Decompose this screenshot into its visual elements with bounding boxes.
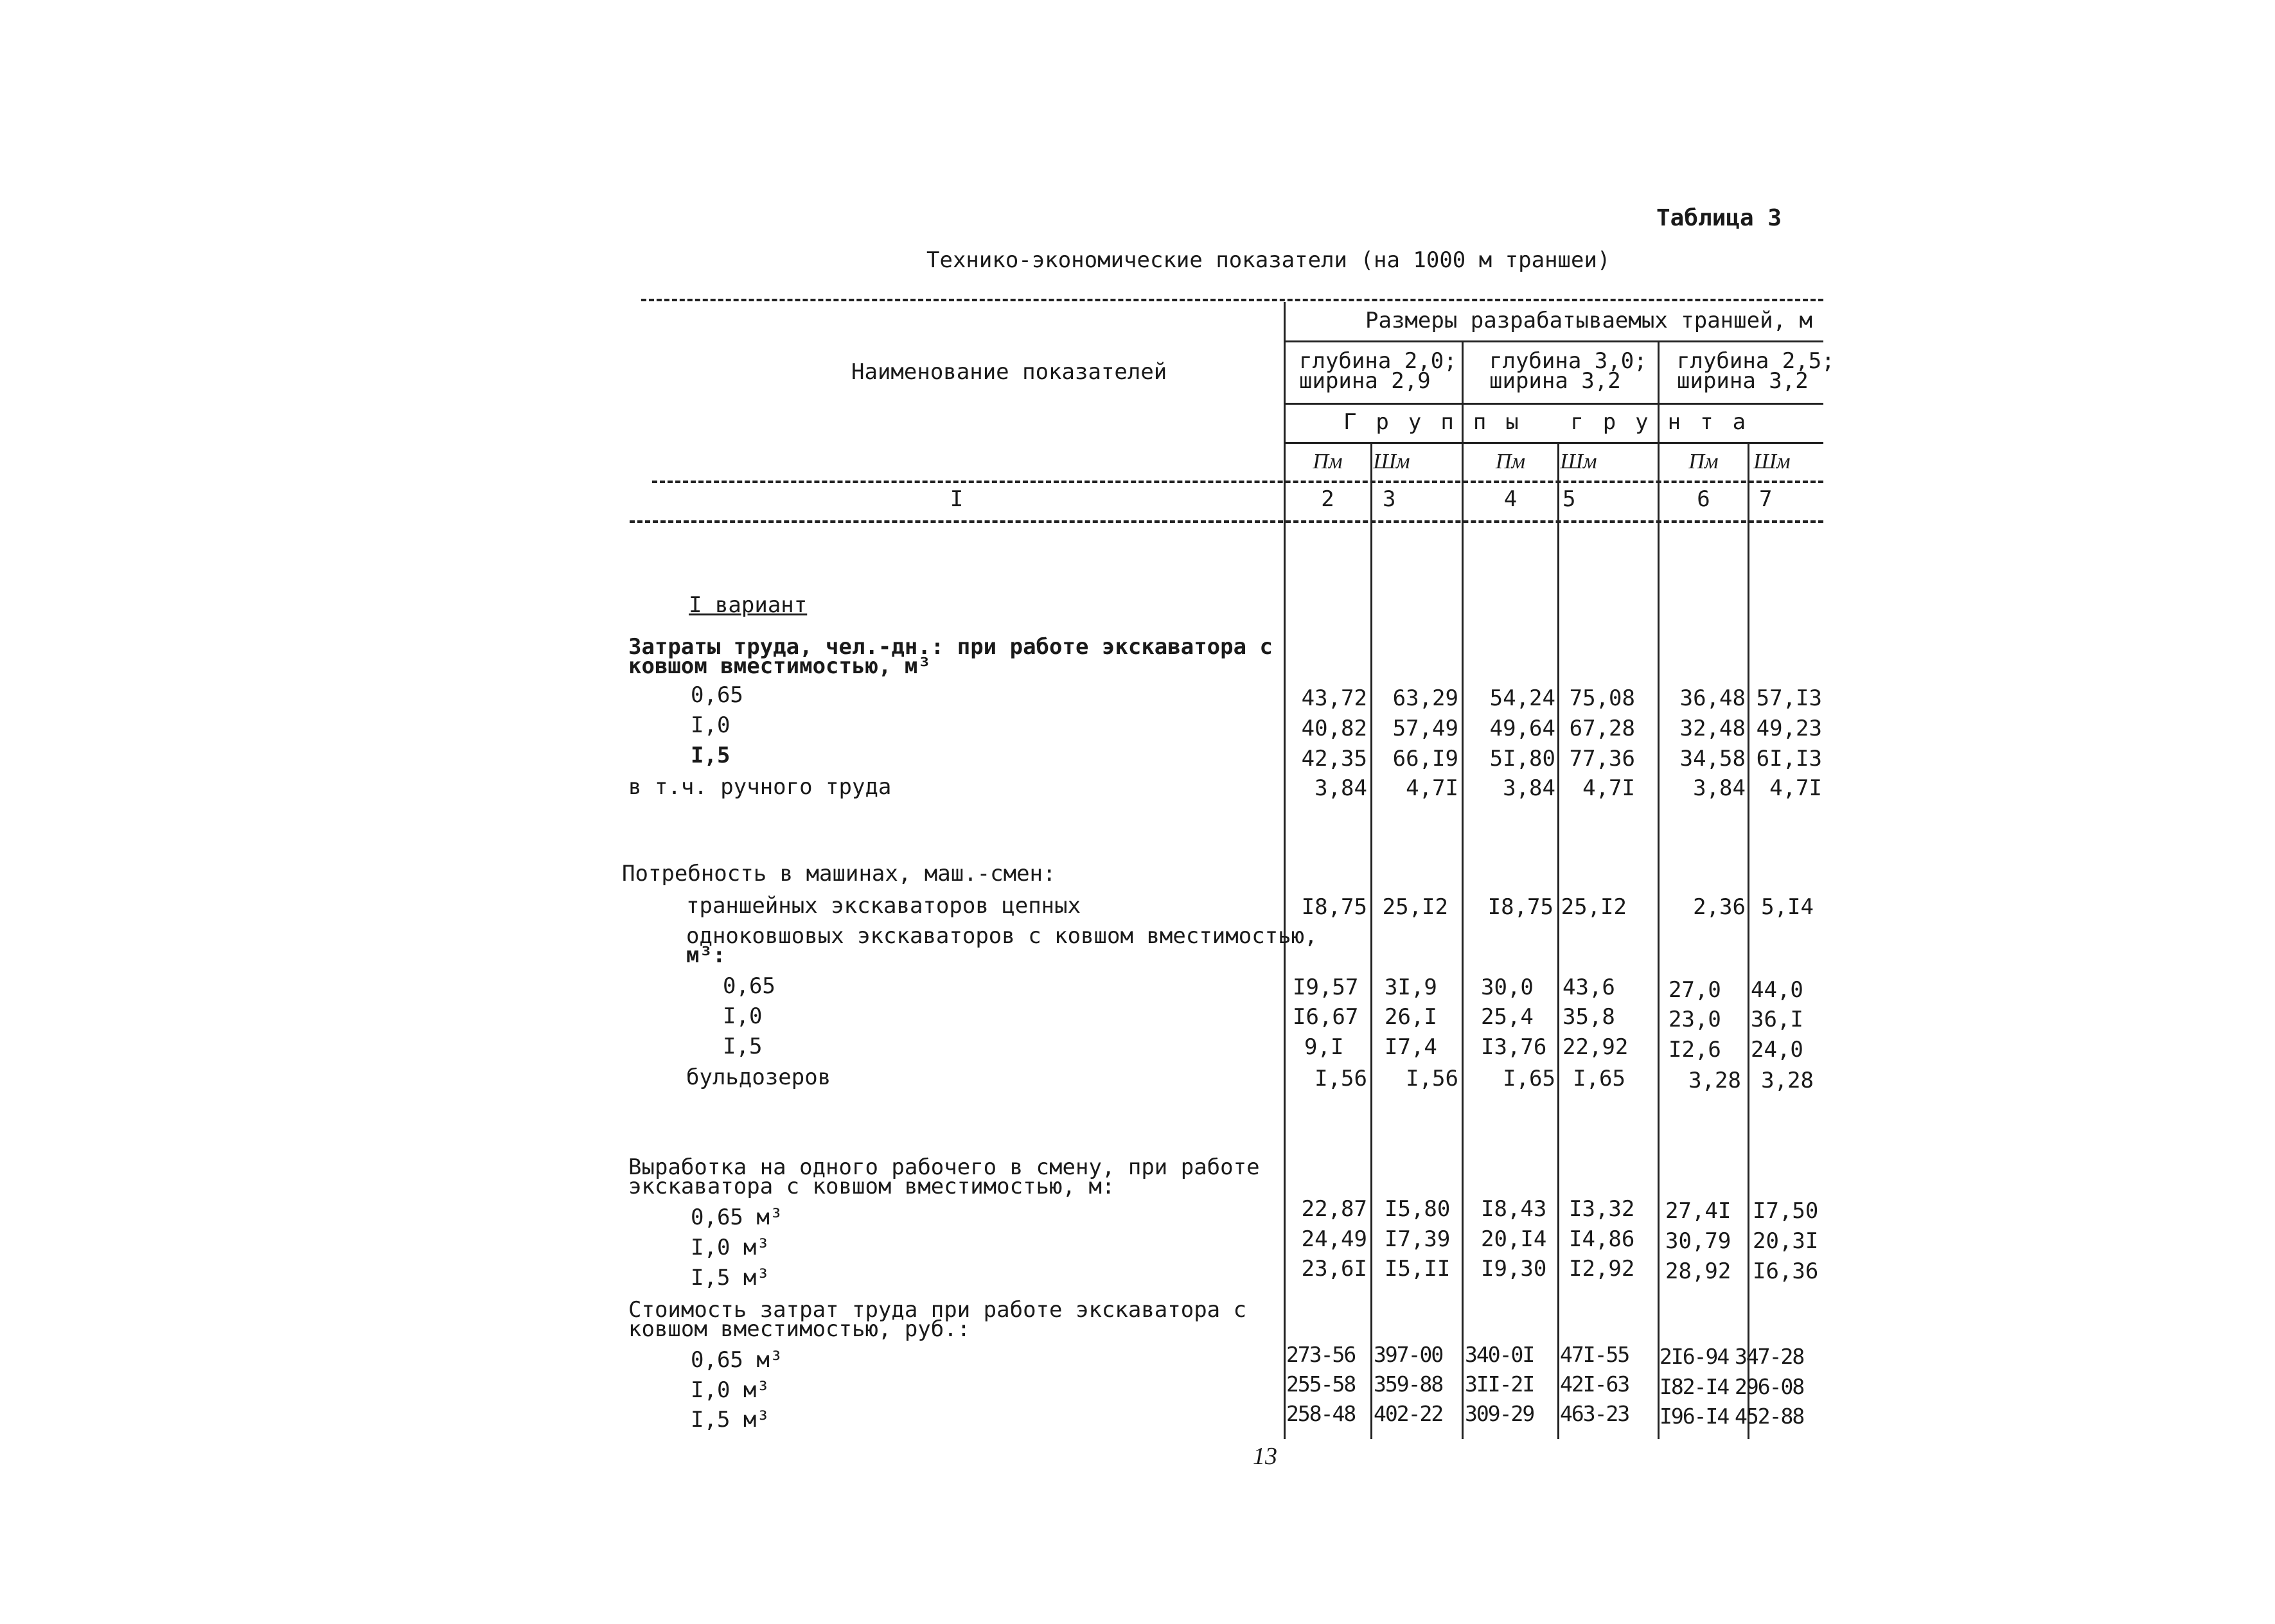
row-label: I,5	[691, 743, 730, 768]
row-label: 0,65	[691, 682, 743, 708]
cell: 255-58	[1286, 1372, 1356, 1397]
cell: 34,58	[1679, 746, 1746, 772]
cell: 57,I3	[1756, 685, 1822, 711]
cell: I9,57	[1293, 975, 1359, 1000]
cell: 397-00	[1374, 1342, 1443, 1367]
soil-type: Шм	[1560, 450, 1597, 473]
cell: I82-I4	[1660, 1374, 1729, 1399]
soil-type: Пм	[1495, 450, 1526, 473]
cell: I,65	[1573, 1066, 1625, 1091]
cell: I6,36	[1753, 1258, 1819, 1284]
cell: I,65	[1503, 1066, 1555, 1091]
output-title: экскаватора с ковшом вместимостью, м:	[628, 1174, 1115, 1199]
rule-dims	[1285, 340, 1823, 342]
cell: 3,84	[1693, 775, 1746, 801]
cell: I7,39	[1385, 1226, 1451, 1252]
dim-1-width: ширина 2,9	[1299, 368, 1431, 394]
cell: 22,87	[1301, 1196, 1367, 1222]
cell: 3,84	[1315, 775, 1367, 801]
dim-2-width: ширина 3,2	[1489, 368, 1621, 394]
row-label: I,5 м³	[691, 1407, 770, 1433]
cell: I,56	[1406, 1066, 1458, 1091]
cell: 54,24	[1489, 685, 1555, 711]
cell: 44,0	[1751, 977, 1803, 1003]
cell: 36,48	[1679, 685, 1746, 711]
cell: 2I6-94	[1660, 1344, 1729, 1369]
labor-price-title: ковшом вместимостью, руб.:	[628, 1316, 971, 1342]
col-number: 7	[1759, 486, 1773, 512]
cell: 9,I	[1304, 1034, 1344, 1060]
labor-cost-title: Затраты труда, чел.-дн.: при работе экскаватора с	[628, 634, 1273, 660]
col-rule-4	[1557, 442, 1559, 1439]
rule-numbers-bottom	[630, 520, 1823, 523]
table-title: Технико-экономические показатели (на 1000 м траншеи)	[926, 247, 1611, 273]
cell: 75,08	[1569, 685, 1635, 711]
cell: 463-23	[1560, 1401, 1629, 1426]
cell: 49,23	[1756, 716, 1822, 741]
cell: I,56	[1315, 1066, 1367, 1091]
cell: 4,7I	[1406, 775, 1458, 801]
row-label: траншейных экскаваторов цепных	[686, 893, 1081, 919]
cell: 4,7I	[1769, 775, 1822, 801]
cell: 42,35	[1301, 746, 1367, 772]
col-number: 4	[1503, 486, 1518, 512]
col-header-sizes: Размеры разрабатываемых траншей, м	[1365, 308, 1812, 333]
cell: 36,I	[1751, 1007, 1803, 1032]
cell: 24,0	[1751, 1037, 1803, 1063]
cell: 27,0	[1669, 977, 1721, 1003]
col-number: 2	[1321, 486, 1334, 512]
cell: I3,32	[1569, 1196, 1635, 1222]
cell: 23,0	[1669, 1007, 1721, 1032]
cell: I5,II	[1385, 1256, 1451, 1282]
soil-type: Пм	[1313, 450, 1343, 473]
cell: 5I,80	[1489, 746, 1555, 772]
cell: 43,6	[1562, 975, 1615, 1000]
cell: 3,84	[1503, 775, 1555, 801]
cell: 452-88	[1735, 1404, 1804, 1429]
cell: 258-48	[1286, 1401, 1356, 1426]
dim-3-depth: глубина 2,5;	[1677, 348, 1835, 374]
rule-groups-bottom	[1285, 442, 1823, 444]
cell: 25,4	[1481, 1004, 1534, 1030]
cell: 40,82	[1301, 716, 1367, 741]
cell: 26,I	[1385, 1004, 1437, 1030]
cell: 57,49	[1392, 716, 1458, 741]
cell: 42I-63	[1560, 1372, 1629, 1397]
col-rule-6	[1748, 442, 1749, 1439]
cell: I8,75	[1301, 894, 1367, 920]
row-label: I,0 м³	[691, 1377, 770, 1403]
cell: 77,36	[1569, 746, 1635, 772]
dim-2-depth: глубина 3,0;	[1489, 348, 1647, 374]
rule-groups-top	[1285, 403, 1823, 405]
cell: 47I-55	[1560, 1342, 1629, 1367]
cell: 30,0	[1481, 975, 1534, 1000]
cell: I7,4	[1385, 1034, 1437, 1060]
soil-type: Шм	[1373, 450, 1410, 473]
cell: 2,36	[1693, 894, 1746, 920]
cell: I3,76	[1481, 1034, 1547, 1060]
cell: 28,92	[1665, 1258, 1731, 1284]
page-number: 13	[1253, 1443, 1277, 1470]
soil-type: Шм	[1753, 450, 1791, 473]
cell: 309-29	[1465, 1401, 1534, 1426]
row-label: I,0 м³	[691, 1235, 770, 1260]
cell: I4,86	[1569, 1226, 1635, 1252]
machines-title: Потребность в машинах, маш.-смен:	[622, 861, 1056, 887]
cell: 27,4I	[1665, 1198, 1731, 1224]
cell: 67,28	[1569, 716, 1635, 741]
labor-price-title: Стоимость затрат труда при работе экскаватора с	[628, 1297, 1247, 1323]
single-bucket-title: одноковшовых экскаваторов с ковшом вместимостью,	[686, 923, 1318, 949]
cell: I9,30	[1481, 1256, 1547, 1282]
cell: 24,49	[1301, 1226, 1367, 1252]
cell: I2,6	[1669, 1037, 1721, 1063]
col-number: 3	[1383, 486, 1396, 512]
single-bucket-title: м³:	[686, 942, 726, 968]
row-label: I,5	[723, 1034, 763, 1059]
col-number: 6	[1697, 486, 1710, 512]
cell: I2,92	[1569, 1256, 1635, 1282]
cell: 63,29	[1392, 685, 1458, 711]
cell: 402-22	[1374, 1401, 1443, 1426]
cell: 35,8	[1562, 1004, 1615, 1030]
row-label: I,0	[723, 1003, 763, 1029]
row-label: бульдозеров	[686, 1064, 831, 1090]
row-label: 0,65 м³	[691, 1205, 783, 1230]
cell: I8,75	[1487, 894, 1554, 920]
soil-type: Пм	[1688, 450, 1719, 473]
cell: I5,80	[1385, 1196, 1451, 1222]
cell: 3II-2I	[1465, 1372, 1534, 1397]
output-title: Выработка на одного рабочего в смену, при работе	[628, 1154, 1260, 1180]
dim-3-width: ширина 3,2	[1677, 368, 1809, 394]
cell: 3I,9	[1385, 975, 1437, 1000]
cell: 66,I9	[1392, 746, 1458, 772]
cell: 359-88	[1374, 1372, 1443, 1397]
cell: 22,92	[1562, 1034, 1629, 1060]
rule-header-bottom	[652, 481, 1823, 483]
col-number: 5	[1562, 486, 1576, 512]
cell: 25,I2	[1382, 894, 1448, 920]
cell: 3,28	[1761, 1068, 1814, 1093]
cell: 347-28	[1735, 1344, 1804, 1369]
table-number: Таблица 3	[1656, 205, 1782, 231]
cell: 43,72	[1301, 685, 1367, 711]
cell: 20,I4	[1481, 1226, 1547, 1252]
cell: 25,I2	[1561, 894, 1627, 920]
cell: 4,7I	[1582, 775, 1635, 801]
cell: I8,43	[1481, 1196, 1547, 1222]
row-label: I,5 м³	[691, 1265, 770, 1291]
cell: I96-I4	[1660, 1404, 1729, 1429]
col-rule-2	[1370, 442, 1372, 1439]
dim-1-depth: глубина 2,0;	[1299, 348, 1457, 374]
cell: 30,79	[1665, 1228, 1731, 1254]
row-label: 0,65 м³	[691, 1347, 783, 1373]
cell: 23,6I	[1301, 1256, 1367, 1282]
col-number: I	[950, 486, 964, 512]
cell: 3,28	[1688, 1068, 1741, 1093]
cell: 6I,I3	[1756, 746, 1822, 772]
cell: 273-56	[1286, 1342, 1356, 1367]
cell: 32,48	[1679, 716, 1746, 741]
row-label: I,0	[691, 712, 730, 738]
cell: 20,3I	[1753, 1228, 1819, 1254]
row-label: 0,65	[723, 973, 775, 999]
cell: I7,50	[1753, 1198, 1819, 1224]
cell: 340-0I	[1465, 1342, 1534, 1367]
cell: 49,64	[1489, 716, 1555, 741]
variant-heading: I вариант	[689, 592, 808, 618]
cell: 296-08	[1735, 1374, 1804, 1399]
cell: I6,67	[1293, 1004, 1359, 1030]
row-label: в т.ч. ручного труда	[628, 774, 892, 800]
col-header-name: Наименование показателей	[851, 359, 1167, 385]
labor-cost-title: ковшом вместимостью, м³	[628, 653, 931, 679]
rule-top	[641, 299, 1823, 301]
soil-groups-label: Группы грунта	[1343, 409, 1766, 435]
cell: 5,I4	[1761, 894, 1814, 920]
